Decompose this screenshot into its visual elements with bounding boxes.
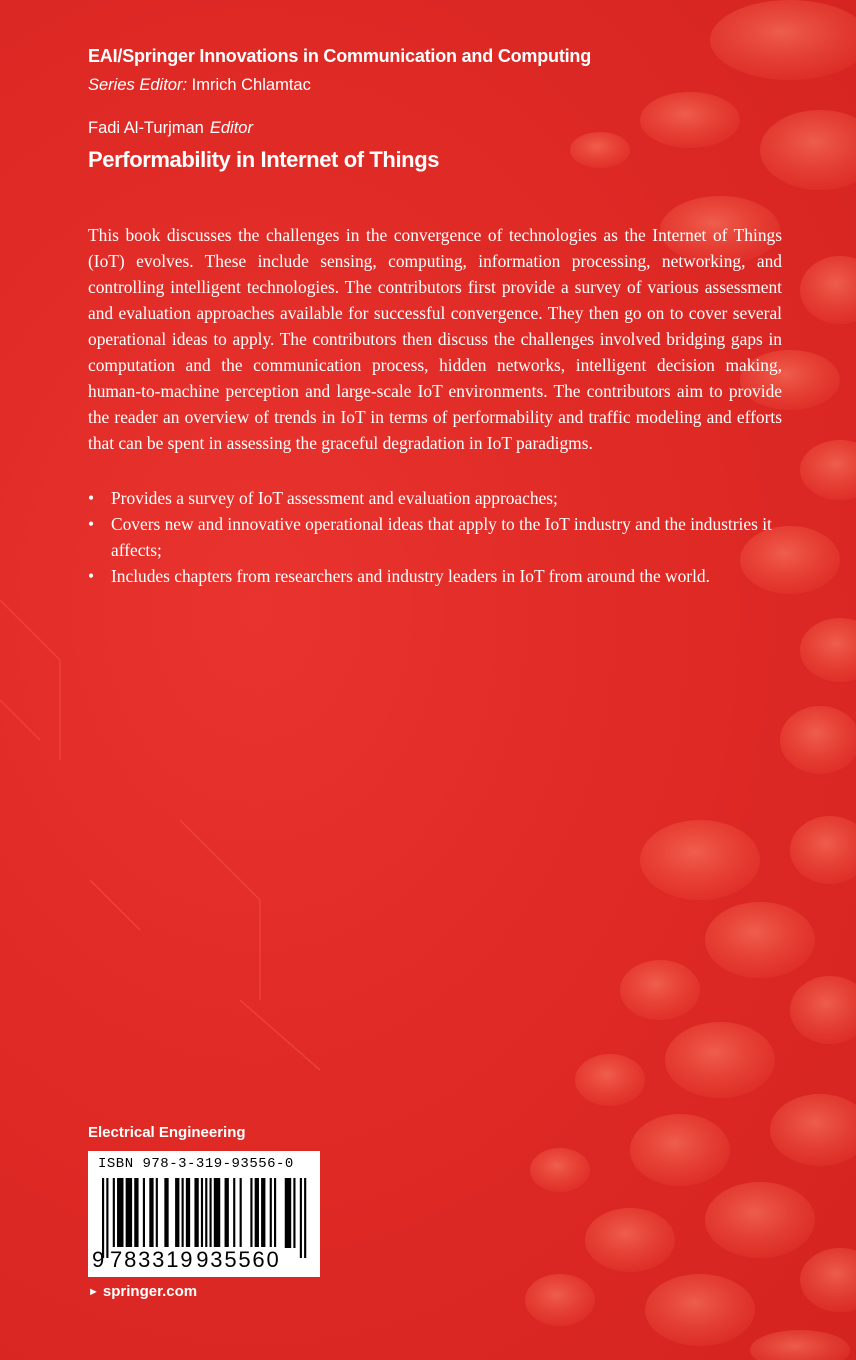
series-title: EAI/Springer Innovations in Communication and Computing bbox=[88, 46, 592, 66]
ean-group-1: 783319 bbox=[110, 1247, 195, 1272]
book-editor-role: Editor bbox=[209, 119, 253, 137]
bullet-text: Provides a survey of IoT assessment and evaluation approaches; bbox=[111, 488, 558, 508]
isbn-barcode bbox=[88, 1151, 320, 1277]
barcode-bar bbox=[143, 1178, 145, 1248]
barcode-bar bbox=[300, 1178, 302, 1258]
subject-category: Electrical Engineering bbox=[88, 1124, 246, 1141]
book-title: Performability in Internet of Things bbox=[88, 147, 440, 172]
ean-group-2: 935560 bbox=[196, 1247, 281, 1272]
isbn-label: ISBN 978-3-319-93556-0 bbox=[98, 1156, 294, 1172]
barcode-bar bbox=[285, 1178, 291, 1248]
barcode-bar bbox=[126, 1178, 132, 1248]
ean-first-digit: 9 bbox=[92, 1247, 107, 1272]
barcode-bar bbox=[304, 1178, 306, 1258]
ean-digits bbox=[92, 1247, 314, 1273]
feature-list bbox=[88, 485, 782, 589]
book-editor bbox=[88, 119, 253, 138]
series-editor-name: Imrich Chlamtac bbox=[191, 76, 311, 94]
barcode-bar bbox=[194, 1178, 198, 1248]
bullet-text: Includes chapters from researchers and industry leaders in IoT from around the world. bbox=[111, 566, 710, 586]
list-item bbox=[88, 485, 782, 511]
barcode-bar bbox=[255, 1178, 259, 1248]
series-editor-label: Series Editor: bbox=[88, 76, 188, 94]
barcode-bar bbox=[182, 1178, 184, 1248]
barcode-bar bbox=[149, 1178, 153, 1248]
barcode-bar bbox=[156, 1178, 158, 1248]
bullet-icon: • bbox=[88, 566, 95, 586]
bullet-text: Covers new and innovative operational ideas that apply to the IoT industry and the industries it affects; bbox=[111, 514, 772, 560]
barcode-bar bbox=[225, 1178, 229, 1248]
barcode-bar bbox=[201, 1178, 203, 1258]
barcode-bar bbox=[270, 1178, 272, 1248]
website-text: springer.com bbox=[102, 1283, 198, 1300]
barcode-bar bbox=[261, 1178, 265, 1248]
barcode-bar bbox=[233, 1178, 235, 1248]
barcode-bar bbox=[117, 1178, 123, 1248]
book-description: This book discusses the challenges in the convergence of technologies as the Internet of Things (IoT) evolves. These include sensing, computing, information processing, networking, and controlling intelligent technologies. The contributors first provide a survey of various assessment and evaluation approaches available for successful convergence. They then go on to cover several operational ideas to apply. The contributors then discuss the challenges involved bridging gaps in computation and the communication process, hidden networks, intelligent decision making, human-to-machine perception and large-scale IoT environments. The contributors aim to provide the reader an overview of trends in IoT in terms of performability and traffic modeling and efforts that can be spent in assessing the graceful degradation in IoT paradigms. bbox=[88, 225, 782, 453]
list-item bbox=[88, 563, 782, 589]
publisher-website[interactable] bbox=[88, 1283, 197, 1300]
barcode-bar bbox=[134, 1178, 138, 1248]
barcode-bar bbox=[210, 1178, 212, 1248]
barcode-bar bbox=[186, 1178, 190, 1248]
list-item bbox=[88, 511, 782, 563]
barcode-bar bbox=[250, 1178, 252, 1248]
barcode-bars bbox=[98, 1178, 310, 1258]
barcode-bar bbox=[102, 1178, 104, 1258]
series-editor bbox=[88, 76, 311, 95]
book-editor-name: Fadi Al-Turjman bbox=[88, 119, 204, 137]
barcode-bar bbox=[274, 1178, 276, 1248]
barcode-bar bbox=[214, 1178, 220, 1248]
barcode-bar bbox=[175, 1178, 179, 1248]
barcode-bar bbox=[240, 1178, 242, 1248]
bullet-icon: • bbox=[88, 514, 95, 534]
barcode-bar bbox=[205, 1178, 207, 1258]
barcode-bar bbox=[113, 1178, 115, 1248]
arrow-right-icon: ► bbox=[88, 1286, 99, 1298]
barcode-bar bbox=[164, 1178, 168, 1248]
bullet-icon: • bbox=[88, 488, 95, 508]
barcode-bar bbox=[293, 1178, 295, 1248]
barcode-bar bbox=[106, 1178, 108, 1258]
